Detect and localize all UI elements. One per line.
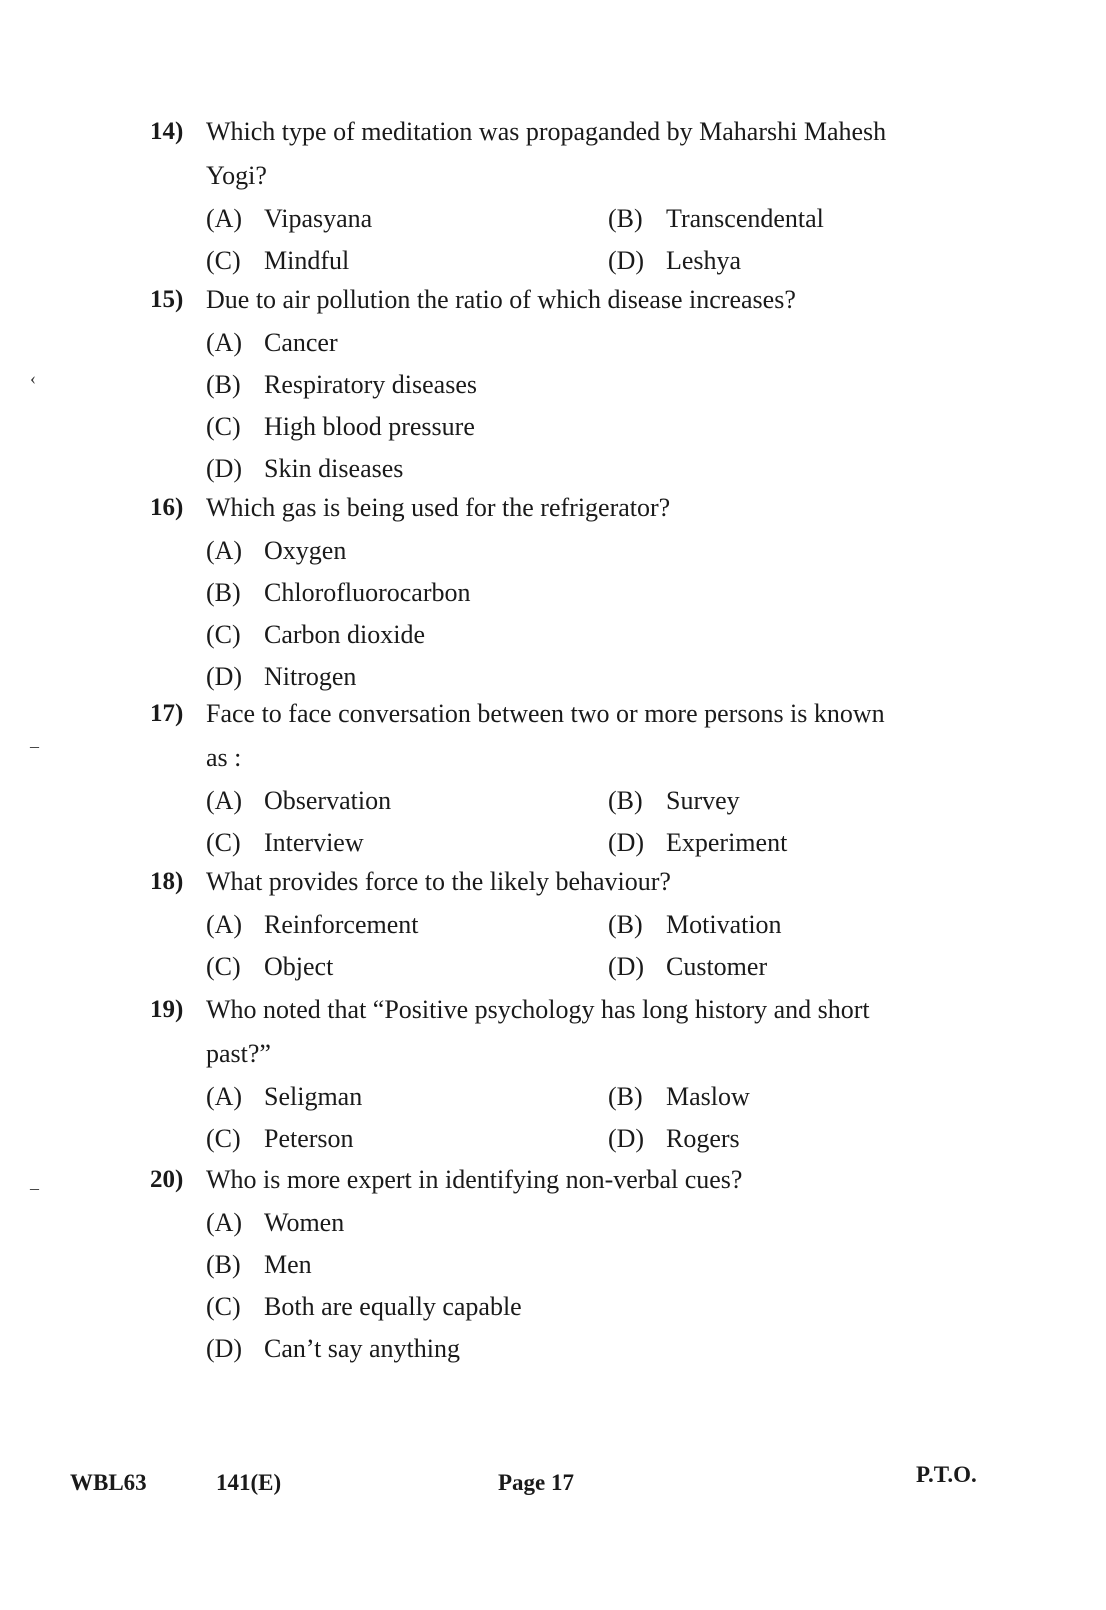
question-text: Due to air pollution the ratio of which disease increases? [206, 285, 796, 314]
options [206, 322, 910, 490]
question-number: 16) [150, 494, 184, 521]
option-b: (B) Men [206, 1250, 312, 1279]
footer-page-number: Page 17 [498, 1470, 575, 1495]
options [206, 1202, 910, 1370]
options [206, 1076, 910, 1160]
option-d: (D) Experiment [608, 828, 788, 857]
option-a: (A) Observation [206, 786, 392, 815]
option-a: (A) Seligman [206, 1082, 363, 1111]
question-number: 18) [150, 868, 184, 895]
question-20 [150, 1158, 910, 1370]
option-c: (C) Interview [206, 828, 364, 857]
question-number: 17) [150, 700, 184, 727]
options [206, 780, 910, 864]
option-c: (C) Mindful [206, 246, 350, 275]
option-a: (A) Cancer [206, 328, 338, 357]
option-c: (C) Object [206, 952, 334, 981]
question-text: Who noted that “Positive psychology has long history and short past?” [206, 995, 870, 1068]
option-a: (A) Reinforcement [206, 910, 419, 939]
question-number: 15) [150, 286, 184, 313]
question-text: Which gas is being used for the refrigerator? [206, 493, 671, 522]
options [206, 904, 910, 988]
options [206, 530, 910, 698]
option-b: (B) Transcendental [608, 204, 824, 233]
question-15 [150, 278, 910, 490]
footer-pto: P.T.O. [916, 1462, 977, 1487]
option-c: (C) Carbon dioxide [206, 620, 426, 649]
question-text: Which type of meditation was propaganded by Maharshi Mahesh Yogi? [206, 117, 887, 190]
question-18 [150, 860, 910, 988]
option-c: (C) High blood pressure [206, 412, 475, 441]
scan-mark: ‒ [30, 736, 39, 756]
option-a: (A) Vipasyana [206, 204, 373, 233]
option-c: (C) Both are equally capable [206, 1292, 522, 1321]
question-number: 14) [150, 118, 184, 145]
question-number: 20) [150, 1166, 184, 1193]
option-b: (B) Maslow [608, 1082, 750, 1111]
question-text: What provides force to the likely behaviour? [206, 867, 671, 896]
option-b: (B) Respiratory diseases [206, 370, 478, 399]
scan-mark: ‹ [30, 368, 36, 388]
question-16 [150, 486, 910, 698]
option-d: (D) Skin diseases [206, 454, 404, 483]
scan-mark: ‒ [30, 1178, 39, 1198]
question-number: 19) [150, 996, 184, 1023]
option-d: (D) Can’t say anything [206, 1334, 460, 1363]
option-a: (A) Oxygen [206, 536, 347, 565]
question-text: Face to face conversation between two or more persons is known as : [206, 699, 885, 772]
option-d: (D) Nitrogen [206, 662, 357, 691]
question-19 [150, 988, 910, 1160]
question-14 [150, 110, 910, 282]
footer-paper: 141(E) [216, 1470, 282, 1495]
question-17 [150, 692, 910, 864]
option-b: (B) Chlorofluorocarbon [206, 578, 471, 607]
footer-code: WBL63 [70, 1470, 147, 1495]
option-b: (B) Survey [608, 786, 740, 815]
option-d: (D) Customer [608, 952, 768, 981]
question-text: Who is more expert in identifying non-verbal cues? [206, 1165, 743, 1194]
option-d: (D) Leshya [608, 246, 742, 275]
option-a: (A) Women [206, 1208, 345, 1237]
option-d: (D) Rogers [608, 1124, 740, 1153]
option-c: (C) Peterson [206, 1124, 354, 1153]
option-b: (B) Motivation [608, 910, 782, 939]
options [206, 198, 910, 282]
